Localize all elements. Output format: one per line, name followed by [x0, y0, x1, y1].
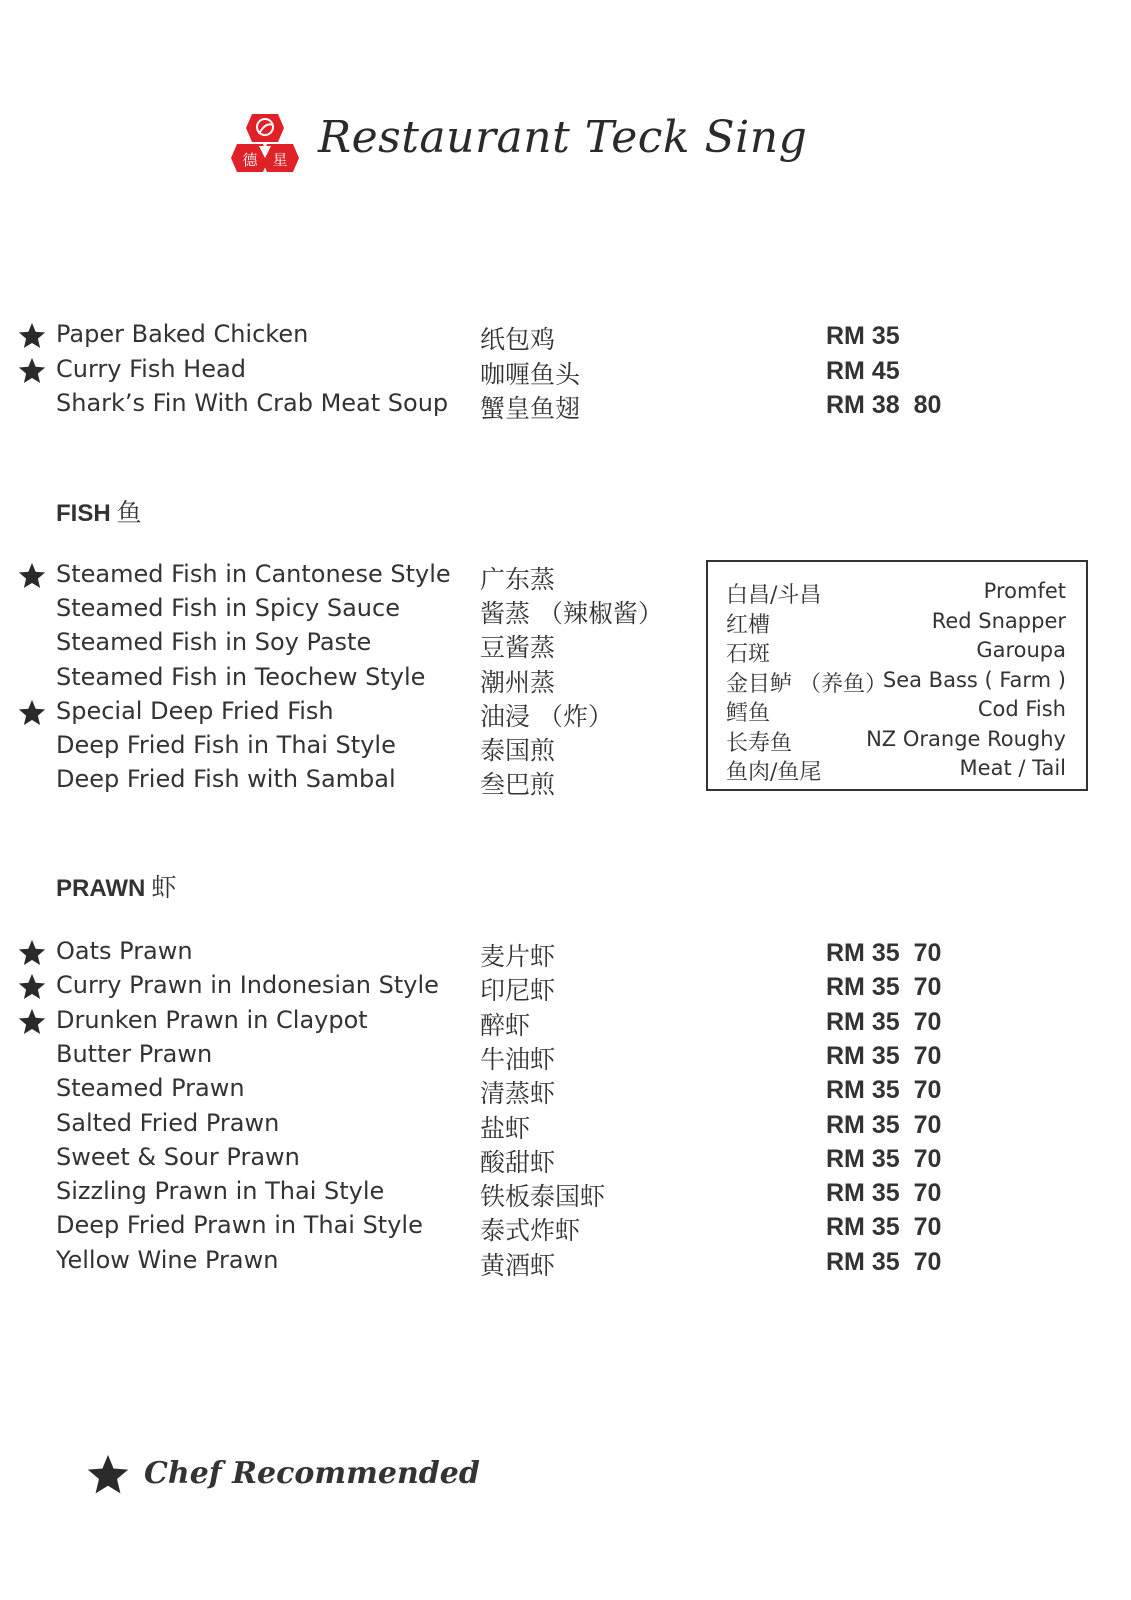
star-icon [16, 321, 48, 351]
item-name-en: Deep Fried Prawn in Thai Style [56, 1211, 423, 1240]
item-price [826, 1213, 941, 1242]
fish-type-zh: 石斑 [726, 642, 771, 667]
fish-type-zh: 鳕鱼 [726, 701, 771, 726]
price-small: RM 35 [826, 1213, 900, 1242]
item-name-en: Deep Fried Fish in Thai Style [56, 731, 396, 759]
price-large: 70 [913, 1179, 942, 1208]
price-small: RM 35 [826, 1041, 900, 1070]
item-name-en: Butter Prawn [56, 1039, 213, 1068]
fish-type-row [726, 755, 1066, 784]
item-name-en: Steamed Fish in Teochew Style [56, 662, 426, 691]
item-name-zh: 泰式炸虾 [480, 1216, 581, 1246]
item-name-zh: 广东蒸 [480, 565, 556, 594]
item-price [826, 1008, 941, 1037]
item-name-en: Deep Fried Fish with Sambal [56, 765, 396, 794]
star-icon [16, 1007, 48, 1037]
fish-type-en: Garoupa [976, 638, 1066, 662]
menu-item [0, 1175, 1131, 1212]
menu-item [0, 387, 1131, 421]
section-title-prawn [56, 868, 176, 904]
menu-item [0, 1107, 1131, 1141]
item-name-en: Special Deep Fried Fish [56, 696, 334, 725]
price-large: 70 [913, 1076, 942, 1105]
item-name-zh: 麦片虾 [480, 942, 556, 971]
fish-type-row [726, 637, 1066, 666]
item-name-zh: 铁板泰国虾 [480, 1182, 606, 1212]
section-title-zh: 鱼 [116, 498, 142, 527]
item-name-zh: 清蒸虾 [480, 1079, 556, 1109]
item-name-zh: 酸甜虾 [480, 1147, 556, 1177]
restaurant-name: Restaurant Teck Sing [318, 112, 808, 163]
item-name-zh: 牛油虾 [480, 1044, 556, 1074]
item-name-en: Oats Prawn [56, 937, 193, 965]
price-large: 70 [913, 973, 942, 1002]
price-small: RM 35 [826, 1179, 900, 1208]
item-price [826, 1042, 941, 1071]
item-name-zh: 黄酒虾 [480, 1250, 556, 1280]
item-name-en: Salted Fried Prawn [56, 1108, 280, 1137]
fish-type-en: NZ Orange Roughy [866, 726, 1066, 751]
star-icon [16, 972, 48, 1002]
item-name-zh: 咖喱鱼头 [480, 359, 581, 389]
menu-item [0, 318, 1131, 352]
item-price [826, 1179, 941, 1208]
fish-type-row [726, 696, 1066, 725]
star-icon [16, 561, 48, 591]
price-large: 70 [913, 1144, 942, 1173]
menu-item [0, 1004, 1131, 1038]
fish-type-row [726, 578, 1066, 607]
item-price [826, 1248, 941, 1277]
section-title-fish [56, 493, 142, 529]
fish-type-en: Meat / Tail [959, 756, 1066, 780]
item-name-en: Sizzling Prawn in Thai Style [56, 1177, 385, 1206]
section-title-en: PRAWN [56, 875, 146, 902]
menu-item [0, 1209, 1131, 1246]
menu-item [0, 1141, 1131, 1175]
item-name-en: Steamed Fish in Soy Paste [56, 628, 372, 657]
fish-type-en: Sea Bass ( Farm ) [882, 667, 1066, 692]
item-name-en: Yellow Wine Prawn [56, 1245, 279, 1274]
svg-text:星: 星 [272, 151, 288, 169]
item-name-zh: 印尼虾 [480, 976, 556, 1006]
fish-type-zh: 鱼肉/鱼尾 [726, 760, 822, 785]
item-name-zh: 蟹皇鱼翅 [480, 394, 581, 423]
price-small: RM 35 [826, 1247, 900, 1276]
item-name-zh: 豆酱蒸 [480, 633, 556, 663]
legend-text: Chef Recommended [144, 1456, 480, 1491]
price-small: RM 35 [826, 1007, 900, 1036]
item-name-zh: 叁巴煎 [480, 770, 556, 800]
item-price [826, 1076, 941, 1105]
fish-type-en: Promfet [983, 579, 1066, 603]
price-small: RM 35 [826, 939, 900, 967]
price-small: RM 45 [826, 356, 900, 385]
fish-type-en: Red Snapper [931, 608, 1066, 633]
item-price [826, 1111, 941, 1140]
item-name-en: Curry Prawn in Indonesian Style [56, 971, 439, 1000]
menu-item [0, 969, 1131, 1006]
star-icon [84, 1452, 132, 1498]
section-title-zh: 虾 [151, 873, 177, 902]
item-price [826, 322, 900, 351]
price-large: 70 [913, 1041, 942, 1070]
item-price [826, 391, 941, 420]
item-name-zh: 泰国煎 [480, 736, 556, 765]
fish-type-zh: 长寿鱼 [726, 730, 793, 756]
price-large: 70 [913, 1110, 942, 1139]
fish-type-en: Cod Fish [977, 697, 1066, 721]
item-name-en: Steamed Fish in Cantonese Style [56, 560, 451, 588]
fish-type-zh: 金目鲈 （养鱼） [726, 671, 887, 697]
section-title-en: FISH [56, 500, 111, 527]
item-name-en: Steamed Fish in Spicy Sauce [56, 594, 400, 623]
price-small: RM 35 [826, 1110, 900, 1139]
price-large: 70 [913, 939, 942, 967]
price-small: RM 35 [826, 1076, 900, 1105]
fish-type-row [726, 667, 1066, 696]
price-small: RM 38 [826, 391, 900, 419]
fish-type-row [726, 726, 1066, 755]
item-name-en: Drunken Prawn in Claypot [56, 1005, 368, 1034]
item-price [826, 1145, 941, 1174]
menu-item [0, 1038, 1131, 1072]
item-name-en: Sweet & Sour Prawn [56, 1142, 300, 1171]
star-icon [16, 356, 48, 386]
price-large: 70 [913, 1247, 942, 1276]
menu-item [0, 1072, 1131, 1109]
item-name-zh: 潮州蒸 [480, 667, 556, 697]
fish-types-box [706, 560, 1088, 791]
fish-type-zh: 白昌/斗昌 [726, 583, 822, 608]
star-icon [16, 698, 48, 728]
menu-item [0, 1244, 1131, 1278]
price-small: RM 35 [826, 973, 900, 1002]
price-small: RM 35 [826, 322, 900, 350]
item-name-en: Paper Baked Chicken [56, 320, 309, 348]
item-name-zh: 盐虾 [480, 1113, 531, 1143]
item-name-zh: 醉虾 [480, 1010, 531, 1040]
logo-icon [226, 112, 304, 182]
item-price [826, 973, 941, 1002]
svg-text:德: 德 [242, 151, 258, 169]
price-large: 70 [913, 1007, 942, 1036]
price-small: RM 35 [826, 1144, 900, 1173]
fish-type-row [726, 608, 1066, 637]
price-large: 70 [913, 1213, 942, 1242]
item-price [826, 939, 941, 968]
item-name-en: Steamed Prawn [56, 1074, 245, 1103]
menu-item [0, 353, 1131, 387]
item-name-zh: 纸包鸡 [480, 325, 556, 354]
menu-item [0, 935, 1131, 969]
price-large: 80 [913, 391, 942, 419]
item-name-en: Curry Fish Head [56, 354, 246, 383]
item-name-zh: 酱蒸 （辣椒酱） [480, 599, 663, 629]
item-name-zh: 油浸 （炸） [480, 701, 613, 731]
star-icon [16, 938, 48, 968]
fish-type-zh: 红槽 [726, 612, 771, 638]
item-name-en: Shark’s Fin With Crab Meat Soup [56, 389, 449, 417]
item-price [826, 357, 900, 386]
